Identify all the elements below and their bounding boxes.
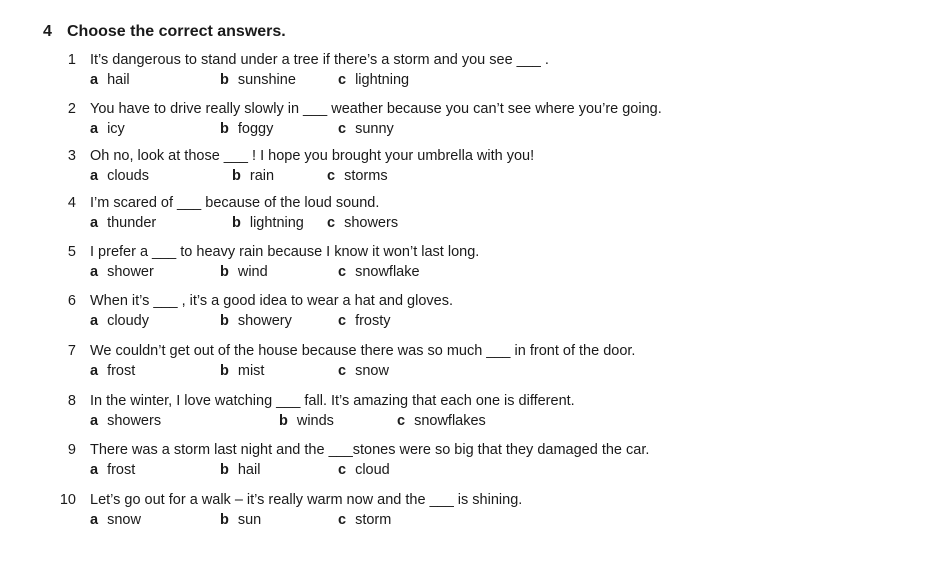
question-text: You have to drive really slowly in ___ weather because you can’t see where you’re going. (90, 101, 662, 117)
option-text: foggy (237, 121, 274, 137)
question-number: 10 (59, 492, 76, 508)
option-a[interactable] (90, 121, 125, 137)
option-b[interactable] (220, 72, 296, 88)
option-letter: b (232, 168, 241, 184)
question-number: 2 (67, 101, 76, 117)
option-c[interactable] (397, 413, 486, 429)
option-c[interactable] (338, 264, 420, 280)
option-letter: c (338, 363, 347, 379)
option-text: mist (237, 363, 265, 379)
option-text: snowflake (355, 264, 420, 280)
exercise-title: Choose the correct answers. (67, 23, 286, 40)
option-letter: b (220, 313, 229, 329)
option-letter: c (338, 313, 347, 329)
option-letter: a (90, 512, 99, 528)
option-text: lightning (249, 215, 304, 231)
option-c[interactable] (338, 462, 390, 478)
option-letter: b (220, 264, 229, 280)
option-b[interactable] (232, 215, 304, 231)
question-number: 5 (67, 244, 76, 260)
option-text: wind (237, 264, 268, 280)
option-text: sun (237, 512, 262, 528)
option-c[interactable] (327, 215, 398, 231)
option-letter: c (338, 462, 347, 478)
option-text: snowflakes (414, 413, 486, 429)
question-text: I’m scared of ___ because of the loud sound. (90, 195, 380, 211)
question-text: In the winter, I love watching ___ fall. It’s amazing that each one is different. (90, 393, 575, 409)
option-b[interactable] (220, 512, 261, 528)
question-text: I prefer a ___ to heavy rain because I know it won’t last long. (90, 244, 480, 260)
option-text: shower (107, 264, 154, 280)
question-number: 8 (67, 393, 76, 409)
option-letter: b (279, 413, 288, 429)
option-letter: b (220, 72, 229, 88)
option-c[interactable] (338, 121, 394, 137)
option-text: frosty (355, 313, 391, 329)
option-letter: c (338, 264, 347, 280)
option-letter: c (327, 168, 336, 184)
option-text: storm (355, 512, 392, 528)
option-text: clouds (107, 168, 149, 184)
option-c[interactable] (338, 72, 409, 88)
option-a[interactable] (90, 462, 135, 478)
question-number: 4 (67, 195, 76, 211)
option-letter: b (220, 462, 229, 478)
option-text: cloud (355, 462, 390, 478)
option-letter: b (232, 215, 241, 231)
option-text: frost (107, 363, 136, 379)
option-a[interactable] (90, 264, 154, 280)
option-a[interactable] (90, 168, 149, 184)
option-letter: a (90, 215, 99, 231)
option-text: showers (344, 215, 399, 231)
option-b[interactable] (220, 363, 264, 379)
question-text: It’s dangerous to stand under a tree if there’s a storm and you see ___ . (90, 52, 549, 68)
question-number: 9 (67, 442, 76, 458)
option-letter: a (90, 168, 99, 184)
option-text: hail (237, 462, 261, 478)
option-b[interactable] (232, 168, 274, 184)
question-text: Oh no, look at those ___ ! I hope you brought your umbrella with you! (90, 148, 535, 164)
option-a[interactable] (90, 215, 156, 231)
question-number: 7 (67, 343, 76, 359)
option-letter: c (327, 215, 336, 231)
exercise-number: 4 (43, 23, 52, 40)
option-text: showery (237, 313, 292, 329)
option-letter: a (90, 121, 99, 137)
exercise-heading (43, 23, 286, 41)
option-text: cloudy (107, 313, 149, 329)
option-b[interactable] (279, 413, 334, 429)
option-text: icy (107, 121, 125, 137)
question-number: 1 (67, 52, 76, 68)
option-text: lightning (355, 72, 410, 88)
option-c[interactable] (338, 313, 391, 329)
option-text: frost (107, 462, 136, 478)
option-a[interactable] (90, 363, 135, 379)
option-letter: a (90, 72, 99, 88)
option-a[interactable] (90, 72, 130, 88)
option-a[interactable] (90, 313, 149, 329)
question-text: Let’s go out for a walk – it’s really warm now and the ___ is shining. (90, 492, 523, 508)
option-text: showers (107, 413, 162, 429)
question-text: When it’s ___ , it’s a good idea to wear a hat and gloves. (90, 293, 454, 309)
option-b[interactable] (220, 313, 292, 329)
option-letter: a (90, 462, 99, 478)
question-text: We couldn’t get out of the house because there was so much ___ in front of the door. (90, 343, 636, 359)
option-text: winds (296, 413, 334, 429)
option-letter: b (220, 363, 229, 379)
option-text: sunny (355, 121, 394, 137)
option-c[interactable] (338, 363, 389, 379)
question-text: There was a storm last night and the ___stones were so big that they damaged the car. (90, 442, 650, 458)
option-letter: a (90, 313, 99, 329)
option-c[interactable] (338, 512, 391, 528)
option-letter: a (90, 413, 99, 429)
option-b[interactable] (220, 264, 268, 280)
option-text: rain (249, 168, 275, 184)
option-letter: c (338, 512, 347, 528)
option-text: snow (107, 512, 141, 528)
option-text: storms (344, 168, 388, 184)
option-text: thunder (107, 215, 157, 231)
option-text: sunshine (237, 72, 296, 88)
option-text: snow (355, 363, 389, 379)
question-number: 3 (67, 148, 76, 164)
option-letter: c (338, 121, 347, 137)
option-a[interactable] (90, 413, 161, 429)
option-letter: a (90, 264, 99, 280)
option-letter: b (220, 512, 229, 528)
option-letter: c (338, 72, 347, 88)
option-a[interactable] (90, 512, 141, 528)
option-letter: b (220, 121, 229, 137)
option-b[interactable] (220, 121, 273, 137)
option-c[interactable] (327, 168, 388, 184)
option-text: hail (107, 72, 130, 88)
option-b[interactable] (220, 462, 260, 478)
question-number: 6 (67, 293, 76, 309)
option-letter: c (397, 413, 406, 429)
option-letter: a (90, 363, 99, 379)
